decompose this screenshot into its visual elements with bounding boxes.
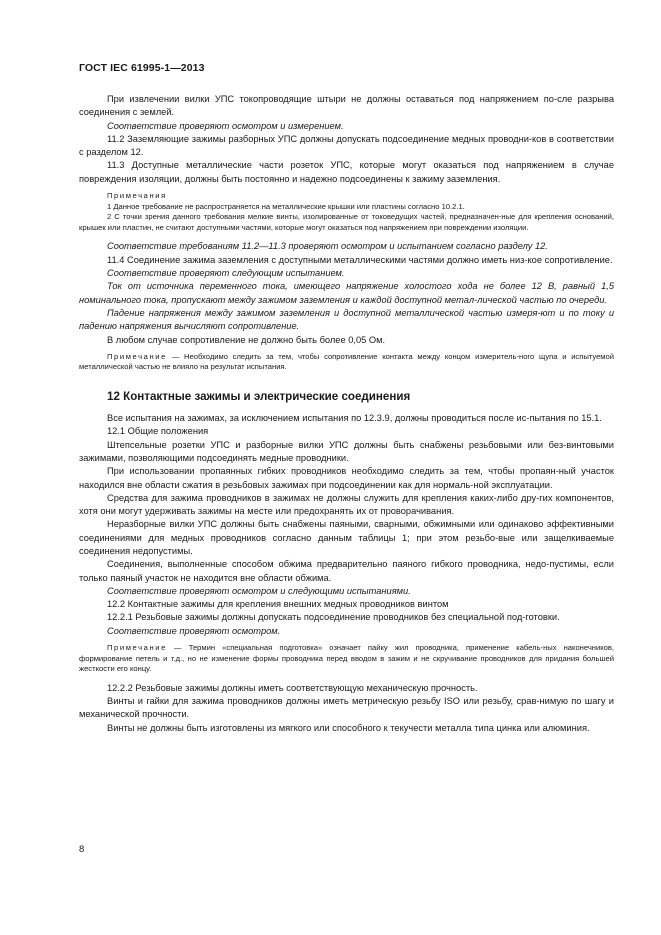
note-text: — Термин «специальная подготовка» означает пайку жил проводника, применение кабель-ных наконечников, формирование петель и т.д., но не изменение формы проводника перед вводом в зажим и не скручивание проводников для придания большей жесткости его концу. [79, 643, 614, 674]
note-label: Примечание [107, 351, 167, 361]
clause-11-3: 11.3 Доступные металлические части розеток УПС, которые могут оказаться под напряжением в случае повреждения изоляции, должны быть постоянно и надежно подсоединены к зажиму заземления. [79, 160, 614, 184]
paragraph: Винты не должны быть изготовлены из мягкого или способного к текучести металла типа цинка или алюминия. [107, 722, 590, 733]
paragraph: Штепсельные розетки УПС и разборные вилки УПС должны быть снабжены резьбовыми или без-винтовыми зажимами, позволяющими подсоединять медные проводники. [79, 439, 614, 463]
note-1: 1 Данное требование не распространяется на металлические крышки или пластины согласно 10.2.1. [107, 201, 465, 211]
clause-11-2: 11.2 Заземляющие зажимы разборных УПС должны допускать подсоединение медных проводни-ков в соответствии с разделом 12. [79, 133, 614, 158]
test-description: Ток от источника переменного тока, имеющего напряжение холостого хода не более 12 В, равный 1,5 номинального тока, пропускают между зажимом заземления и каждой доступной метал-лической частью по очереди. [79, 281, 614, 305]
notes-title: Примечания [107, 191, 167, 201]
note-3 [79, 352, 614, 373]
clause-11-4: 11.4 Соединение зажима заземления с доступными металлическими частями должно иметь низ-кое сопротивление. [107, 254, 613, 265]
compliance-paragraph: Соответствие проверяют осмотром и следующими испытаниями. [107, 585, 411, 596]
note-label: Примечание [107, 643, 167, 653]
paragraph: Неразборные вилки УПС должны быть снабжены паяными, сварными, обжимными или одинаково эффективными соединениями для медных проводников согласно данным таблицы 1; при этом резьбо-вые или защелкиваемые соединения недопустимы. [79, 519, 614, 556]
paragraph: Средства для зажима проводников в зажимах не должны служить для крепления каких-либо дру-гих компонентов, хотя они могут удерживать зажимы на месте или предохранять их от проворачивания. [79, 492, 614, 517]
clause-12-2-1: 12.2.1 Резьбовые зажимы должны допускать подсоединение проводников без специальной под-готовки. [107, 612, 560, 623]
compliance-paragraph: Соответствие проверяют осмотром. [107, 625, 281, 636]
paragraph: При использовании пропаянных гибких проводников необходимо следить за тем, чтобы пропаян-ный участок находился вне области сжатия в резьбовых зажимах при подсоединении как для нормаль-ной эксплуатации. [79, 466, 614, 490]
paragraph: Винты и гайки для зажима проводников должны иметь метрическую резьбу ISO или резьбу, срав-нимую по шагу и механической прочности. [79, 696, 614, 720]
compliance-paragraph: Соответствие требованиям 11.2—11.3 проверяют осмотром и испытанием согласно разделу 12. [107, 241, 548, 252]
subsection-title: 12.1 Общие положения [107, 426, 209, 437]
paragraph: В любом случае сопротивление не должно быть более 0,05 Ом. [107, 334, 386, 345]
page-number: 8 [79, 844, 85, 855]
note-text: — Необходимо следить за тем, чтобы сопротивление контакта между концом измеритель-ного щупа и испытуемой металлической частью не влияло на результат испытания. [79, 351, 614, 372]
compliance-paragraph: Соответствие проверяют следующим испытанием. [107, 268, 345, 279]
document-header: ГОСТ IEC 61995-1—2013 [79, 62, 205, 74]
section-title: 12 Контактные зажимы и электрические соединения [107, 390, 411, 404]
test-description: Падение напряжения между зажимом заземления и доступной металлической частью измеря-ют и по току и падению напряжения вычисляют сопротивление. [79, 307, 614, 332]
note-2: 2 С точки зрения данного требования мелкие винты, изолированные от токоведущих частей, предназначен-ные для крепления оснований, крышек или пластин, не считают доступными частями, которые могут оказаться под напряжением при повреждении изоляции. [79, 212, 614, 232]
document-body [79, 93, 614, 735]
paragraph: Соединения, выполненные способом обжима предварительно паяного гибкого проводника, недо-пустимы, если только паяный участок не находится вне области обжима. [79, 559, 614, 583]
paragraph: Все испытания на зажимах, за исключением испытания по 12.3.9, должны проводиться после ис-пытания по 15.1. [107, 413, 602, 424]
subsection-title: 12.2 Контактные зажимы для крепления внешних медных проводников винтом [107, 599, 449, 610]
note-4 [79, 643, 614, 675]
clause-12-2-2: 12.2.2 Резьбовые зажимы должны иметь соответствующую механическую прочность. [107, 682, 478, 693]
paragraph: При извлечении вилки УПС токопроводящие штыри не должны оставаться под напряжением по-сле разрыва соединения с землей. [79, 94, 614, 118]
compliance-paragraph: Соответствие проверяют осмотром и измерением. [107, 120, 344, 131]
